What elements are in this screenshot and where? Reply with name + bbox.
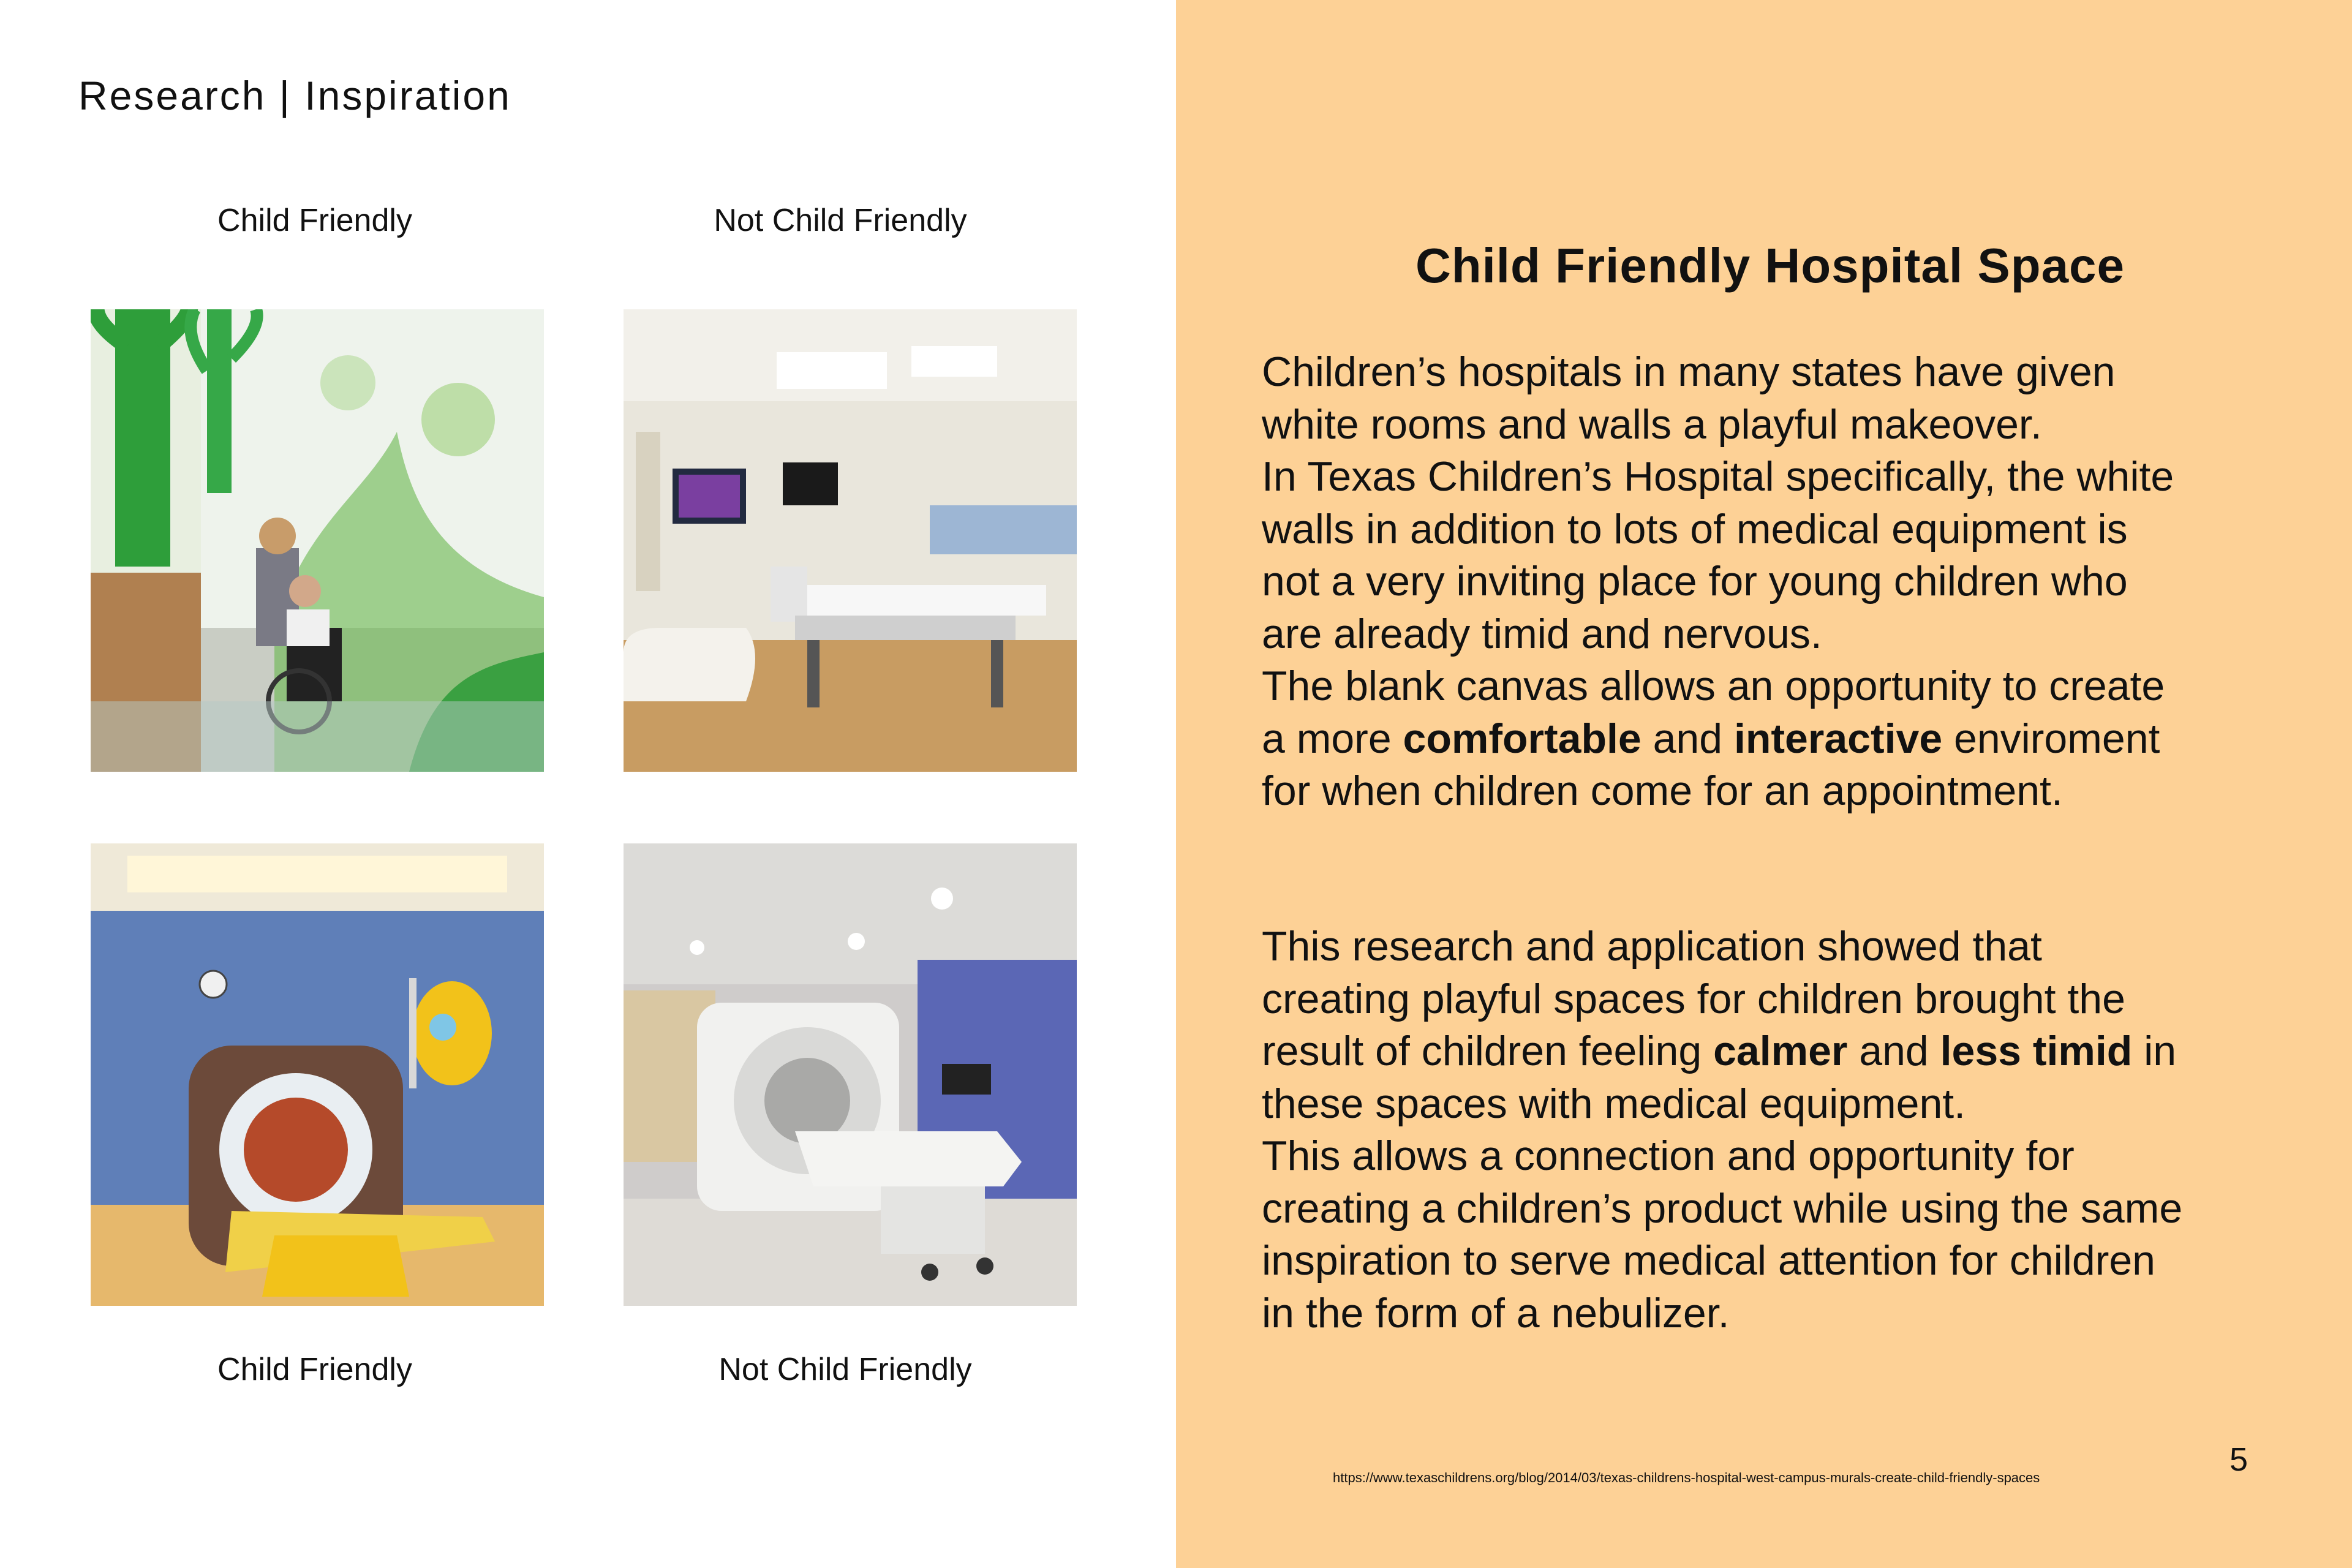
paragraph-line: walls in addition to lots of medical equipment is (1262, 505, 2128, 552)
paragraph-line-emphasis (1262, 1025, 2297, 1078)
paragraph-line: This allows a connection and opportunity for (1262, 1133, 2075, 1179)
paragraph-conclusion (1262, 921, 2297, 1340)
paragraph-line: Children’s hospitals in many states have given (1262, 349, 2116, 395)
caption-top-left: Child Friendly (217, 203, 412, 238)
photo-submarine-ct-scanner (91, 843, 544, 1306)
paragraph-line: for when children come for an appointment. (1262, 767, 2063, 814)
emphasis-calmer: calmer (1713, 1028, 1848, 1074)
photo-white-hospital-room (624, 309, 1077, 772)
paragraph-line: not a very inviting place for young children who (1262, 558, 2128, 605)
paragraph-line: these spaces with medical equipment. (1262, 1080, 1966, 1127)
paragraph-line: white rooms and walls a playful makeover. (1262, 401, 2042, 448)
paragraph-line: This research and application showed that (1262, 923, 2042, 970)
text-run: in (2132, 1028, 2177, 1074)
paragraph-line: inspiration to serve medical attention for children (1262, 1237, 2155, 1284)
photo-mri-room (624, 843, 1077, 1306)
paragraph-line: In Texas Children’s Hospital specifically, the white (1262, 453, 2174, 500)
emphasis-comfortable: comfortable (1403, 715, 1642, 762)
caption-bottom-right: Not Child Friendly (718, 1352, 972, 1387)
paragraph-line: in the form of a nebulizer. (1262, 1289, 1730, 1336)
emphasis-less-timid: less timid (1940, 1028, 2133, 1074)
text-run: a more (1262, 715, 1403, 762)
paragraph-line: are already timid and nervous. (1262, 610, 1822, 657)
caption-bottom-left: Child Friendly (217, 1352, 412, 1387)
paragraph-line: creating a children’s product while using the same (1262, 1185, 2183, 1232)
emphasis-interactive: interactive (1733, 715, 1943, 762)
paragraph-line-emphasis (1262, 713, 2297, 766)
section-title: Research | Inspiration (78, 73, 511, 118)
text-run: and (1847, 1028, 1940, 1074)
paragraph-line: The blank canvas allows an opportunity to create (1262, 663, 2165, 709)
text-run: and (1641, 715, 1734, 762)
text-run: enviroment (1942, 715, 2160, 762)
article-heading: Child Friendly Hospital Space (1415, 238, 2125, 293)
caption-top-right: Not Child Friendly (714, 203, 967, 238)
page-number: 5 (2230, 1441, 2248, 1478)
paragraph-intro (1262, 346, 2297, 818)
text-run: result of children feeling (1262, 1028, 1714, 1074)
source-url: https://www.texaschildrens.org/blog/2014/03/texas-childrens-hospital-west-campus-murals-create-child-friendly-spaces (1333, 1470, 2040, 1485)
paragraph-line: creating playful spaces for children brought the (1262, 975, 2125, 1022)
photo-mural-hallway (91, 309, 544, 772)
